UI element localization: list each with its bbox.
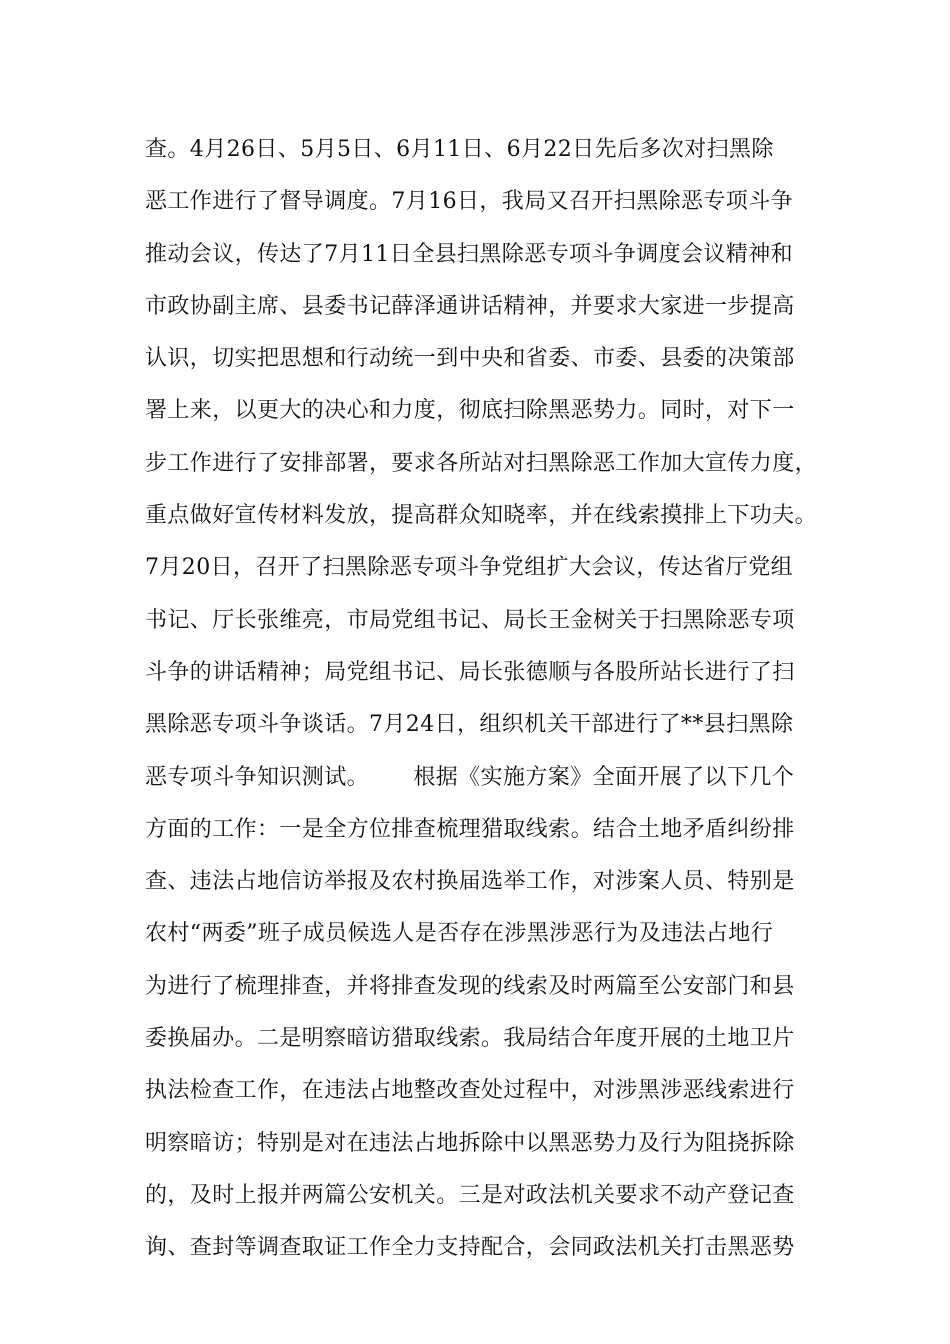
text-line-17: 为进行了梳理排查，并将排查发现的线索及时两篇至公安部门和县 xyxy=(145,973,795,999)
text-line-6: 署上来，以更大的决心和力度，彻底扫除黑恶势力。同时，对下一 xyxy=(145,398,795,424)
text-line-22: 询、查封等调查取证工作全力支持配合，会同政法机关打击黑恶势 xyxy=(145,1235,795,1261)
text-line-10: 书记、厅长张维亮，市局党组书记、局长王金树关于扫黑除恶专项 xyxy=(145,607,795,633)
text-line-14: 方面的工作：一是全方位排查梳理猎取线索。结合土地矛盾纠纷排 xyxy=(145,816,795,842)
text-line-16: 农村“两委”班子成员候选人是否存在涉黑涉恶行为及违法占地行 xyxy=(145,921,774,947)
text-line-21: 的，及时上报并两篇公安机关。三是对政法机关要求不动产登记查 xyxy=(145,1182,795,1208)
text-line-5: 认识，切实把思想和行动统一到中央和省委、市委、县委的决策部 xyxy=(145,346,795,372)
text-line-19: 执法检查工作，在违法占地整改查处过程中，对涉黑涉恶线索进行 xyxy=(145,1078,795,1104)
text-line-4: 市政协副主席、县委书记薛泽通讲话精神，并要求大家进一步提高 xyxy=(145,293,795,319)
text-line-20: 明察暗访；特别是对在违法占地拆除中以黑恶势力及行为阻挠拆除 xyxy=(145,1130,795,1156)
text-line-9: 7月20日，召开了扫黑除恶专项斗争党组扩大会议，传达省厅党组 xyxy=(145,555,793,581)
text-line-13: 恶专项斗争知识测试。 根据《实施方案》全面开展了以下几个 xyxy=(145,764,795,790)
text-line-7: 步工作进行了安排部署，要求各所站对扫黑除恶工作加大宣传力度， xyxy=(145,450,818,476)
body-text xyxy=(145,124,825,1275)
text-line-1: 查。4月26日、5月5日、6月11日、6月22日先后多次对扫黑除 xyxy=(145,137,774,162)
text-line-8: 重点做好宣传材料发放，提高群众知晓率，并在线索摸排上下功夫。 xyxy=(145,503,818,529)
text-line-3: 推动会议，传达了7月11日全县扫黑除恶专项斗争调度会议精神和 xyxy=(145,241,793,267)
text-line-18: 委换届办。二是明察暗访猎取线索。我局结合年度开展的土地卫片 xyxy=(145,1026,795,1052)
text-line-11: 斗争的讲话精神；局党组书记、局长张德顺与各股所站长进行了扫 xyxy=(145,659,795,685)
text-line-12: 黑除恶专项斗争谈话。7月24日，组织机关干部进行了**县扫黑除 xyxy=(145,712,794,738)
text-line-2: 恶工作进行了督导调度。7月16日，我局又召开扫黑除恶专项斗争 xyxy=(145,189,793,215)
text-line-15: 查、违法占地信访举报及农村换届选举工作，对涉案人员、特别是 xyxy=(145,869,795,895)
